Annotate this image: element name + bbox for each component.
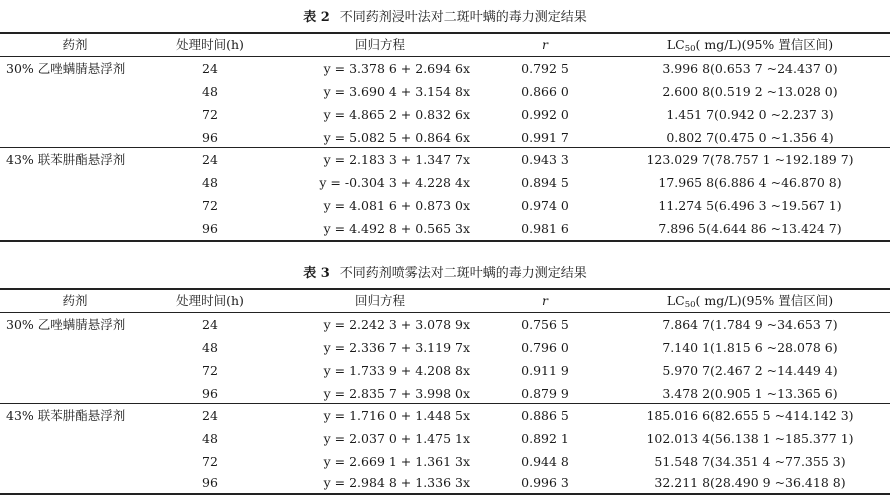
- table-row: [0, 471, 890, 494]
- header-time: 处理时间(h): [176, 293, 244, 308]
- lc50-cell: 17.965 8(6.886 4 ~46.870 8): [658, 175, 842, 190]
- r-cell: 0.796 0: [521, 340, 569, 355]
- r-cell: 0.879 9: [521, 386, 569, 401]
- header-agent: 药剂: [62, 37, 88, 52]
- lc50-cell: 5.970 7(2.467 2 ~14.449 4): [662, 363, 838, 378]
- time-cell: 72: [202, 363, 218, 378]
- table-title: 不同药剂浸叶法对二斑叶螨的毒力测定结果: [339, 10, 587, 25]
- lc50-cell: 3.478 2(0.905 1 ~13.365 6): [662, 386, 838, 401]
- bottom-rule: [0, 240, 890, 242]
- lc50-cell: 185.016 6(82.655 5 ~414.142 3): [646, 408, 854, 423]
- table-number: 表 2: [303, 10, 330, 25]
- lc50-cell: 1.451 7(0.942 0 ~2.237 3): [666, 107, 834, 122]
- agent-cell: [6, 359, 176, 382]
- table-row: [0, 148, 890, 171]
- time-cell: 48: [202, 175, 218, 190]
- r-cell: 0.894 5: [521, 175, 569, 190]
- agent-cell: [6, 103, 176, 126]
- lc50-cell: 0.802 7(0.475 0 ~1.356 4): [666, 130, 834, 145]
- header-equation: 回归方程: [354, 293, 405, 308]
- time-cell: 24: [202, 152, 218, 167]
- r-cell: 0.911 9: [521, 363, 569, 378]
- agent-cell: [6, 336, 176, 359]
- equation-cell: y = 5.082 5 + 0.864 6x: [323, 130, 470, 145]
- r-cell: 0.992 0: [521, 107, 569, 122]
- table-row: [0, 382, 890, 405]
- table-row: [0, 57, 890, 80]
- time-cell: 48: [202, 84, 218, 99]
- header-lc50: $LC_{50}$( mg/L)(95% 置信区间): [666, 37, 834, 54]
- agent-cell: 30% 乙唑螨腈悬浮剂: [6, 61, 126, 76]
- equation-cell: y = 3.378 6 + 2.694 6x: [323, 61, 470, 76]
- agent-cell: 43% 联苯肼酯悬浮剂: [6, 152, 126, 167]
- equation-cell: y = 1.716 0 + 1.448 5x: [323, 408, 470, 423]
- lc50-cell: 3.996 8(0.653 7 ~24.437 0): [662, 61, 838, 76]
- r-cell: 0.991 7: [521, 130, 569, 145]
- header-time: 处理时间(h): [176, 37, 244, 52]
- equation-cell: y = 4.492 8 + 0.565 3x: [323, 221, 470, 236]
- time-cell: 96: [202, 221, 218, 236]
- table-header-row: [0, 289, 890, 312]
- table-row: [0, 336, 890, 359]
- equation-cell: y = 1.733 9 + 4.208 8x: [323, 363, 470, 378]
- lc50-cell: 11.274 5(6.496 3 ~19.567 1): [658, 198, 842, 213]
- table-row: [0, 194, 890, 217]
- equation-cell: y = 2.037 0 + 1.475 1x: [323, 431, 470, 446]
- time-cell: 72: [202, 107, 218, 122]
- agent-cell: [6, 217, 176, 240]
- r-cell: 0.892 1: [521, 431, 569, 446]
- table-row: [0, 427, 890, 450]
- table-row: [0, 126, 890, 149]
- r-cell: 0.943 3: [521, 152, 569, 167]
- table-row: [0, 103, 890, 126]
- agent-cell: 30% 乙唑螨腈悬浮剂: [6, 317, 126, 332]
- table-caption: [0, 8, 890, 28]
- agent-cell: [6, 80, 176, 103]
- agent-cell: 43% 联苯肼酯悬浮剂: [6, 408, 126, 423]
- lc50-cell: 7.140 1(1.815 6 ~28.078 6): [662, 340, 838, 355]
- header-r: r: [542, 293, 548, 308]
- time-cell: 48: [202, 340, 218, 355]
- table-row: [0, 80, 890, 103]
- header-agent: 药剂: [62, 293, 88, 308]
- equation-cell: y = 2.183 3 + 1.347 7x: [323, 152, 470, 167]
- lc50-cell: 102.013 4(56.138 1 ~185.377 1): [646, 431, 854, 446]
- time-cell: 96: [202, 475, 218, 490]
- r-cell: 0.792 5: [521, 61, 569, 76]
- time-cell: 48: [202, 431, 218, 446]
- agent-cell: [6, 382, 176, 405]
- equation-cell: y = 3.690 4 + 3.154 8x: [323, 84, 470, 99]
- lc50-cell: 7.896 5(4.644 86 ~13.424 7): [658, 221, 842, 236]
- equation-cell: y = 2.242 3 + 3.078 9x: [323, 317, 470, 332]
- agent-cell: [6, 171, 176, 194]
- equation-cell: y = 4.865 2 + 0.832 6x: [323, 107, 470, 122]
- r-cell: 0.756 5: [521, 317, 569, 332]
- agent-cell: [6, 427, 176, 450]
- r-cell: 0.944 8: [521, 454, 569, 469]
- table-title: 不同药剂喷雾法对二斑叶螨的毒力测定结果: [339, 266, 587, 281]
- equation-cell: y = 2.984 8 + 1.336 3x: [323, 475, 470, 490]
- table-row: [0, 404, 890, 427]
- table-row: [0, 359, 890, 382]
- header-r: r: [542, 37, 548, 52]
- table-row: [0, 171, 890, 194]
- time-cell: 24: [202, 61, 218, 76]
- r-cell: 0.974 0: [521, 198, 569, 213]
- table-caption: [0, 264, 890, 284]
- table-header-row: [0, 33, 890, 56]
- equation-cell: y = 2.336 7 + 3.119 7x: [323, 340, 470, 355]
- time-cell: 96: [202, 386, 218, 401]
- equation-cell: y = 2.669 1 + 1.361 3x: [323, 454, 470, 469]
- time-cell: 96: [202, 130, 218, 145]
- header-lc50: $LC_{50}$( mg/L)(95% 置信区间): [666, 293, 834, 310]
- r-cell: 0.866 0: [521, 84, 569, 99]
- header-equation: 回归方程: [354, 37, 405, 52]
- table-number: 表 3: [303, 266, 330, 281]
- table-row: [0, 313, 890, 336]
- r-cell: 0.981 6: [521, 221, 569, 236]
- table-row: [0, 450, 890, 473]
- r-cell: 0.886 5: [521, 408, 569, 423]
- r-cell: 0.996 3: [521, 475, 569, 490]
- time-cell: 72: [202, 198, 218, 213]
- time-cell: 24: [202, 317, 218, 332]
- equation-cell: y = 2.835 7 + 3.998 0x: [323, 386, 470, 401]
- equation-cell: y = 4.081 6 + 0.873 0x: [323, 198, 470, 213]
- bottom-rule: [0, 493, 890, 495]
- time-cell: 72: [202, 454, 218, 469]
- agent-cell: [6, 126, 176, 149]
- lc50-cell: 123.029 7(78.757 1 ~192.189 7): [646, 152, 854, 167]
- equation-cell: y = -0.304 3 + 4.228 4x: [319, 175, 470, 190]
- lc50-cell: 7.864 7(1.784 9 ~34.653 7): [662, 317, 838, 332]
- lc50-cell: 32.211 8(28.490 9 ~36.418 8): [654, 475, 846, 490]
- table-row: [0, 217, 890, 240]
- time-cell: 24: [202, 408, 218, 423]
- lc50-cell: 51.548 7(34.351 4 ~77.355 3): [654, 454, 846, 469]
- agent-cell: [6, 471, 176, 494]
- agent-cell: [6, 194, 176, 217]
- lc50-cell: 2.600 8(0.519 2 ~13.028 0): [662, 84, 838, 99]
- agent-cell: [6, 450, 176, 473]
